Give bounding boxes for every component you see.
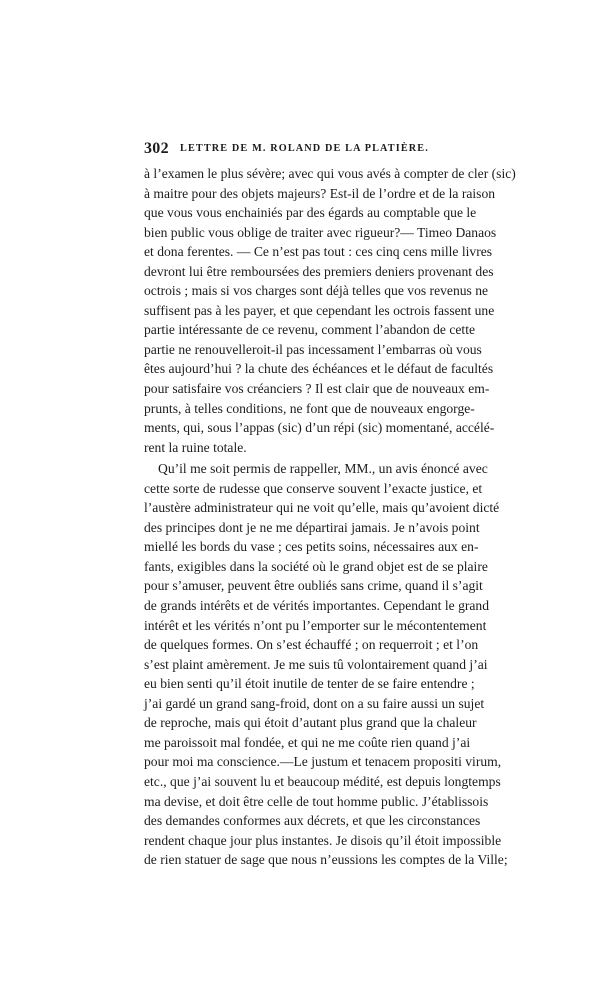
text-line: rendent chaque jour plus instantes. Je disois qu’il étoit impossible xyxy=(144,832,502,848)
text-line: pour satisfaire vos créanciers ? Il est clair que de nouveaux em- xyxy=(144,381,490,397)
text-line: rent la ruine totale. xyxy=(144,439,247,455)
text-line: l’austère administrateur qui ne voit qu’elle, mais qu’avoient dicté xyxy=(144,500,500,516)
text-line: bien public vous oblige de traiter avec rigueur?— Timeo Danaos xyxy=(144,224,497,240)
text-line: de quelques formes. On s’est échauffé ; on requerroit ; et l’on xyxy=(144,637,479,653)
text-line: etc., que j’ai souvent lu et beaucoup médité, est depuis longtemps xyxy=(144,773,501,789)
text-line: ma devise, et doit être celle de tout homme public. J’établissois xyxy=(144,793,489,809)
page-number: 302 xyxy=(144,140,169,157)
running-head: LETTRE DE M. ROLAND DE LA PLATIÈRE. xyxy=(180,143,429,154)
text-line: cette sorte de rudesse que conserve souvent l’exacte justice, et xyxy=(144,480,483,496)
text-line: partie intéressante de ce revenu, comment l’abandon de cette xyxy=(144,322,476,338)
text-line: prunts, à telles conditions, ne font que de nouveaux engorge- xyxy=(144,400,475,416)
text-line: de grands intérêts et de vérités importantes. Cependant le grand xyxy=(144,598,490,614)
page-header xyxy=(144,140,440,160)
text-line: pour moi ma conscience.—Le justum et tenacem propositi virum, xyxy=(144,754,502,770)
text-line: pour s’amuser, peuvent être oubliés sans crime, quand il s’agit xyxy=(144,578,483,594)
text-line: suffisent pas à les payer, et que cependant les octrois fassent une xyxy=(144,302,495,318)
text-line: à l’examen le plus sévère; avec qui vous avés à compter de cler (sic) xyxy=(144,166,516,181)
text-line: de reproche, mais qui étoit d’autant plus grand que la chaleur xyxy=(144,715,477,731)
text-line: miellé les bords du vase ; ces petits soins, nécessaires aux en- xyxy=(144,539,479,555)
text-line: intérêt et les vérités n’ont pu l’emporter sur le mécontentement xyxy=(144,617,487,633)
text-line: octrois ; mais si vos charges sont déjà telles que vos revenus ne xyxy=(144,283,489,299)
text-line: j’ai gardé un grand sang-froid, dont on a su faire aussi un sujet xyxy=(144,695,485,711)
text-line: devront lui être remboursées des premiers deniers provenant des xyxy=(144,263,494,279)
paragraph-2 xyxy=(144,459,508,869)
text-line: me paroissoit mal fondée, et qui ne me coûte rien quand j’ai xyxy=(144,734,471,750)
text-line: s’est plaint amèrement. Je me suis tû volontairement quand j’ai xyxy=(144,656,488,672)
text-line: eu bien senti qu’il étoit inutile de tenter de se faire entendre ; xyxy=(144,676,475,692)
paragraph-1 xyxy=(144,164,516,457)
text-line: des principes dont je ne me départirai jamais. Je n’avois point xyxy=(144,519,480,535)
text-line: et dona ferentes. — Ce n’est pas tout : ces cinq cens mille livres xyxy=(144,244,493,260)
text-line: ments, qui, sous l’appas (sic) d’un répi (sic) momentané, accélé- xyxy=(144,420,495,436)
body-text xyxy=(144,164,516,870)
text-line: de rien statuer de sage que nous n’eussions les comptes de la Ville; xyxy=(144,852,508,868)
text-line: Qu’il me soit permis de rappeller, MM., un avis énoncé avec xyxy=(158,461,488,477)
text-line: que vous vous enchainiés par des égards au comptable que le xyxy=(144,205,477,221)
text-line: à maitre pour des objets majeurs? Est-il de l’ordre et de la raison xyxy=(144,185,496,201)
text-line: des demandes conformes aux décrets, et que les circonstances xyxy=(144,813,481,829)
text-line: partie ne renouvelleroit-il pas incessament l’embarras où vous xyxy=(144,341,482,357)
text-line: fants, exigibles dans la société où le grand objet est de se plaire xyxy=(144,558,488,574)
text-line: êtes aujourd’hui ? la chute des échéances et le défaut de facultés xyxy=(144,361,494,377)
